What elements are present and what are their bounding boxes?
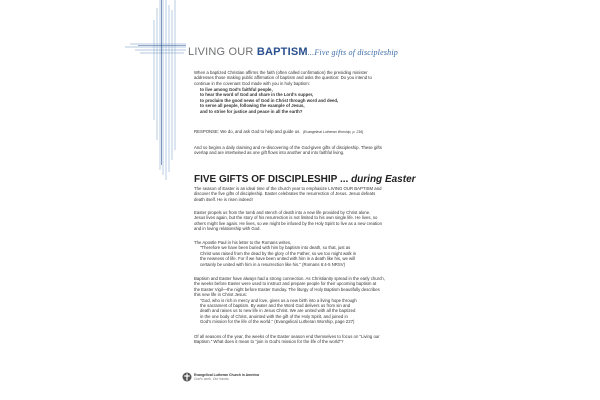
page-title <box>188 46 398 58</box>
covenant-line: to serve all people, following the example of Jesus, <box>200 103 305 108</box>
quote-line: death and raises us to new life in Jesus Christ. We are united with all the baptized <box>200 308 356 314</box>
response-line <box>194 129 363 135</box>
covenant-line: to live among God's faithful people, <box>200 86 273 92</box>
footer-org-name: Evangelical Lutheran Church in America <box>194 373 260 377</box>
paragraph-line: and in loving relationship with God. <box>194 226 261 232</box>
intro-line: When a baptized Christian affirms the faith (often called confirmation) the presiding minister <box>194 70 368 75</box>
quote-line: certainly be united with him in a resurrection like his." (Romans 6:4-5 NRSV) <box>200 261 346 267</box>
paragraph-line: discover the five gifts of discipleship. Easter celebrates the resurrection of Jesus. Jesus defeats <box>194 191 376 197</box>
intro-line: continue in the covenant God made with you in holy baptism: <box>194 80 310 86</box>
title-subtitle: ...Five gifts of discipleship <box>307 48 398 57</box>
covenant-line: to hear the word of God and share in the Lord's supper, <box>200 92 314 97</box>
title-part-baptism: BAPTISM <box>256 46 308 58</box>
footer-tagline: God's work. Our hands. <box>194 377 230 381</box>
covenant-line: to proclaim the good news of God in Christ through word and deed, <box>200 97 339 103</box>
paragraph-line: the weeks before Easter were used to instruct and prepare people for their upcoming baptism at <box>194 281 377 287</box>
response-text: RESPONSE: We do, and ask God to help and guide us. <box>194 129 301 134</box>
paragraph-line: others might live again. He lives, so we might be infused by the Holy Spirit to live as a new creation <box>194 220 382 226</box>
paragraph-line: Jesus lives again, but the story of his resurrection is not limited to his own single life. He lives, so <box>194 215 378 221</box>
paragraph-line: death itself. He is risen indeed! <box>194 196 253 202</box>
quote-line: the sacrament of baptism. By water and the Word God delivers us from sin and <box>200 303 351 308</box>
covenant-line: and to strive for justice and peace in all the earth? <box>200 108 303 114</box>
quote-line: "God, who is rich in mercy and love, gives us a new birth into a living hope through <box>200 297 357 303</box>
paragraph-line: Baptism." What does it mean to "join in God's mission for the life of the world"? <box>194 339 344 345</box>
section-heading-main: FIVE GIFTS OF DISCIPLESHIP ... <box>194 174 352 185</box>
paragraph-line: the Easter Vigil—the night before Easter Sunday. The liturgy of Holy Baptism beautifully describes <box>194 286 380 292</box>
quote-line: Christ was raised from the dead by the glory of the Father, so we too might walk in <box>200 250 357 256</box>
quote-line: God's mission for the life of the world." (Evangelical Lutheran Worship, page 227) <box>200 319 355 325</box>
title-part-living: LIVING OUR <box>188 46 257 58</box>
paragraph-line: Baptism and Easter have always had a strong connection. As Christianity spread in the early church, <box>194 276 385 281</box>
response-citation: (Evangelical Lutheran Worship, p. 236) <box>302 130 364 134</box>
daily-line: overlap and are intertwined as one gift flows into another and into faithful living. <box>194 150 345 156</box>
paragraph-line: The season of Easter is an ideal time of the church year to emphasize LIVING OUR BAPTISM and <box>194 186 382 191</box>
paragraph-line: this new life in Christ Jesus: <box>194 292 248 298</box>
paragraph-line: Of all seasons of the year, the weeks of the Easter season end themselves to focus on "Living our <box>194 334 380 339</box>
paragraph-line: The Apostle Paul in his letter to the Romans writes, <box>194 240 292 245</box>
quote-line: the newness of life. For if we have been united with him in a death like his, we will <box>200 256 356 262</box>
daily-line: And so begins a daily claiming and re-discovering of the God-given gifts of discipleship. These gifts <box>194 145 382 150</box>
footer-org <box>194 373 259 381</box>
intro-line: addresses those making public affirmation of baptism and asks the question: Do you intend to <box>194 75 372 81</box>
elca-logo-icon <box>182 372 192 382</box>
section-heading-italic: during Easter <box>351 174 416 185</box>
paragraph-line: Easter propels us from the tomb and stench of death into a new life provided by Christ alone. <box>194 210 371 215</box>
quote-line: in the one body of Christ, anointed with the gift of the Holy Spirit, and joined in <box>200 313 348 319</box>
section-heading <box>194 174 416 185</box>
quote-line: "Therefore we have been buried with him by baptism into death, so that, just as <box>200 245 351 251</box>
